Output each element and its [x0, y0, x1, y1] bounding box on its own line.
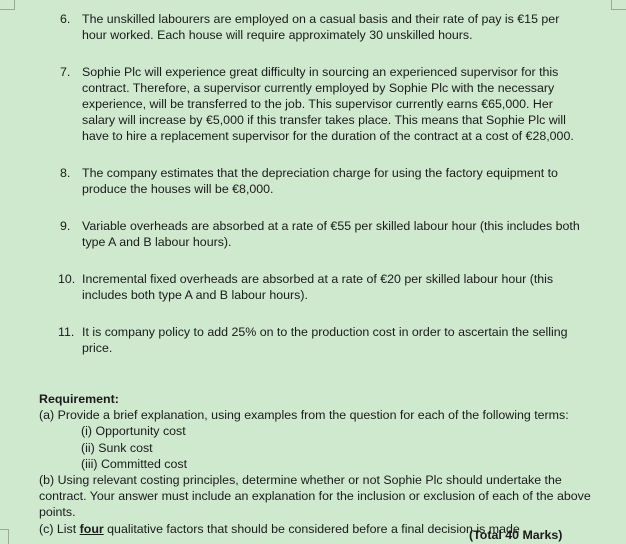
page-corner-mark: [0, 529, 9, 544]
item-number: 7.: [60, 65, 71, 79]
marks-total-text: (Total 40 Marks): [469, 528, 563, 542]
item-number: 8.: [60, 166, 71, 180]
list-item: [60, 324, 585, 356]
item-text: It is company policy to add 25% on to the production cost in order to ascertain the selling price.: [82, 325, 568, 355]
requirement-part-b: (b) Using relevant costing principles, determine whether or not Sophie Plc should undertake the contract. Your answer must include an explanation for the inclusion or exclusion of each of the above points.: [39, 473, 591, 520]
part-c-suffix: qualitative factors that should be considered before a final decision is made: [103, 521, 520, 536]
item-text: The unskilled labourers are employed on a casual basis and their rate of pay is €15 per hour worked. Each house will require approximately 30 unskilled hours.: [82, 12, 560, 42]
page-corner-mark: [611, 0, 626, 10]
list-item: [60, 165, 585, 197]
item-number: 9.: [60, 219, 71, 233]
item-text: The company estimates that the depreciation charge for using the factory equipment to produce the houses will be €8,000.: [82, 166, 558, 196]
part-c-emphasis: four: [79, 521, 104, 536]
list-item: [60, 218, 585, 250]
term-committed-cost: (iii) Committed cost: [81, 456, 188, 471]
page-corner-mark: [0, 0, 15, 10]
requirement-heading: Requirement:: [39, 392, 119, 406]
item-text: Incremental fixed overheads are absorbed at a rate of €20 per skilled labour hour (this includes both type A and B labour hours).: [82, 272, 554, 302]
item-number: 11.: [58, 325, 75, 339]
list-item: [60, 64, 585, 144]
item-text: Sophie Plc will experience great difficulty in sourcing an experienced supervisor for this contract. Therefore, a supervisor currently employed by Sophie Plc with the necessary experience, will be transferred to the job. This supervisor currently earns €65,000. Her salary will increase by €5,000 if this transfer takes place. This means that Sophie Plc will have to hire a replacement supervisor for the duration of the contract at a cost of €28,000.: [82, 65, 574, 143]
term-sunk-cost: (ii) Sunk cost: [81, 440, 153, 455]
list-item: [60, 11, 585, 43]
requirement-part-a: (a) Provide a brief explanation, using examples from the question for each of the following terms:: [39, 408, 569, 423]
term-opportunity-cost: (i) Opportunity cost: [81, 424, 186, 439]
item-number: 10.: [58, 272, 76, 286]
list-item: [60, 271, 585, 303]
numbered-points-list: [60, 11, 585, 377]
part-c-prefix: (c) List: [39, 521, 80, 536]
item-number: 6.: [60, 12, 71, 26]
marks-total-cutoff: [469, 528, 589, 544]
requirement-section: [39, 391, 599, 537]
item-text: Variable overheads are absorbed at a rate of €55 per skilled labour hour (this includes both type A and B labour hours).: [82, 219, 580, 249]
